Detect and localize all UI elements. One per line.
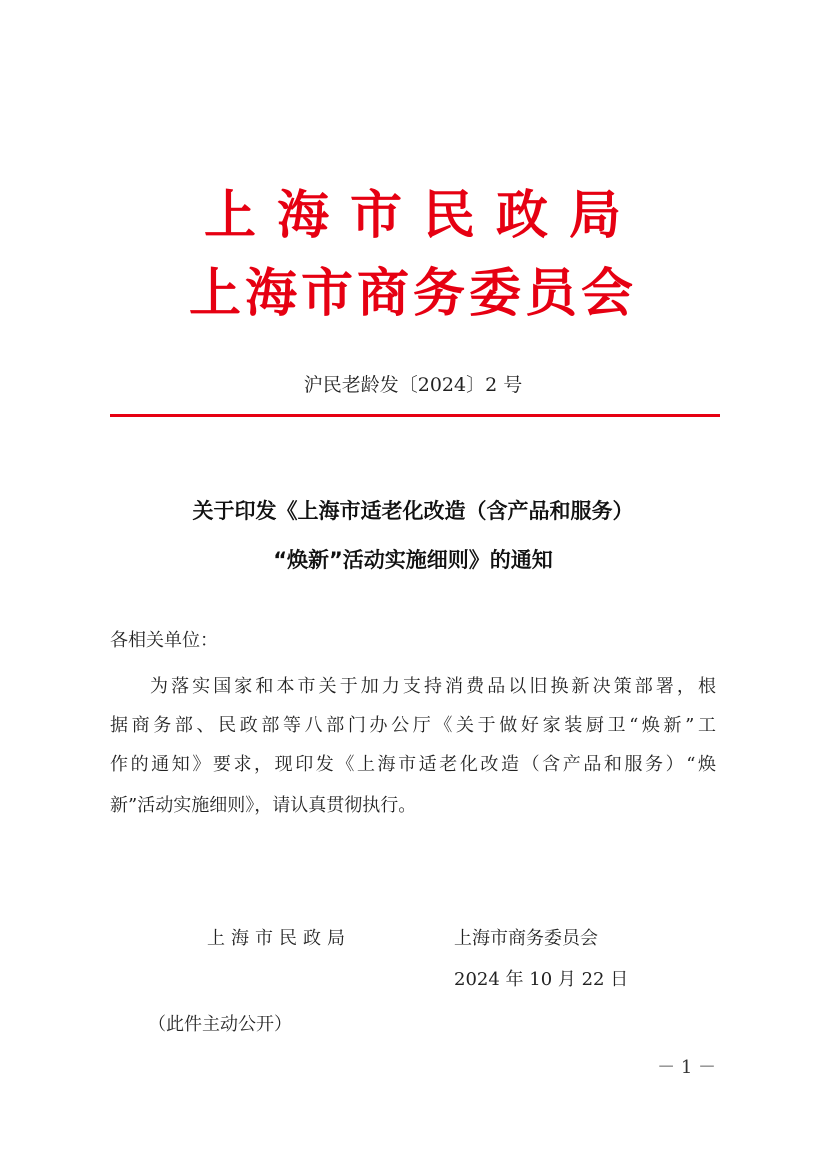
salutation: 各相关单位： [110,630,218,651]
signature-date: 2024 年 10 月 22 日 [454,969,629,990]
document-number: 沪民老龄发〔2024〕2 号 [303,374,523,396]
signature-issuer-1: 上海市民政局 [207,928,351,949]
issuer-line-2: 上海市商务委员会 [188,264,637,324]
issuer-line-1: 上海市民政局 [203,186,642,246]
notice-title-line-2: “焕新”活动实施细则》的通知 [273,548,553,572]
paragraph-line: 新”活动实施细则》，请认真贯彻执行。 [110,795,417,816]
red-divider [110,414,720,417]
paragraph-line: 为落实国家和本市关于加力支持消费品以旧换新决策部署，根 [150,676,716,697]
page-number: － 1 － [657,1057,716,1078]
paragraph-line: 据商务部、民政部等八部门办公厅《关于做好家装厨卫“焕新”工 [110,715,716,736]
paragraph-line: 作的通知》要求，现印发《上海市适老化改造（含产品和服务）“焕 [110,754,716,775]
notice-title-line-1: 关于印发《上海市适老化改造（含产品和服务） [192,499,634,523]
disclosure-note: （此件主动公开） [148,1014,292,1035]
signature-issuer-2: 上海市商务委员会 [454,928,598,949]
